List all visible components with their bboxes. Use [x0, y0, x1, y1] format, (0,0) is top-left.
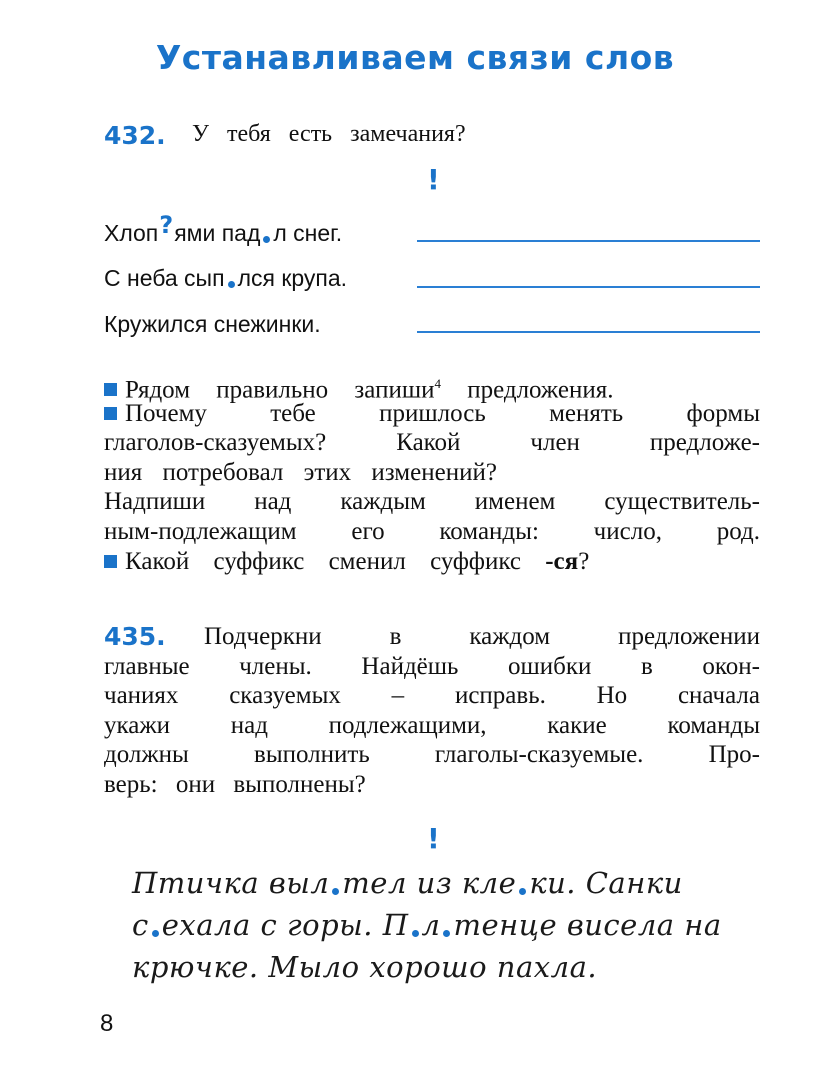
question-mark-icon: ?	[159, 211, 174, 239]
page-title: Устанавливаем связи слов	[155, 38, 675, 77]
sentence-1-part-b: ями пад	[174, 220, 261, 246]
missing-letter-dot	[443, 930, 450, 937]
sentence-2-part-a: С неба сып	[104, 265, 225, 291]
exercise-435-line-5: должны выполнить глаголы-сказуемые. Про-	[104, 741, 760, 769]
task-bullet-icon	[104, 407, 117, 420]
exercise-432-number: 432.	[104, 121, 166, 150]
handwritten-2-part-a: с	[132, 908, 149, 942]
task-2-line-3: ния потребовал этих изменений?	[104, 458, 497, 486]
handwritten-line-2	[132, 908, 722, 942]
exercise-435-number: 435.	[104, 622, 166, 651]
sentence-1-part-a: Хлоп	[104, 220, 159, 246]
task-3-suffix: -ся	[545, 547, 579, 575]
answer-line-2[interactable]	[417, 286, 760, 288]
exercise-435-line-3: чаниях сказуемых – исправь. Но сначала	[104, 682, 760, 710]
exercise-435-line-4: укажи над подлежащими, какие команды	[104, 711, 760, 739]
exercise-435-line-1: Подчеркни в каждом предложении	[204, 623, 760, 650]
task-3-text: Какой суффикс сменил суффикс	[125, 547, 521, 575]
sentence-2	[104, 265, 347, 292]
exclamation-icon: !	[427, 822, 440, 855]
answer-line-1[interactable]	[417, 240, 760, 242]
task-1-text: Рядом правильно запиши	[125, 376, 435, 404]
handwritten-line-3: крючке. Мыло хорошо пахла.	[132, 950, 598, 984]
missing-letter-dot	[228, 281, 235, 288]
handwritten-2-part-c: л	[421, 908, 441, 942]
exclamation-icon: !	[427, 163, 440, 196]
missing-letter-dot	[412, 930, 419, 937]
sentence-2-part-b: лся крупа.	[237, 265, 348, 291]
footnote-mark: 4	[434, 376, 441, 391]
handwritten-2-part-b: ехала с горы. П	[161, 908, 409, 942]
task-bullet-icon	[104, 383, 117, 396]
task-1-text-end: предложения.	[467, 376, 614, 404]
page-number: 8	[100, 1010, 114, 1037]
handwritten-2-part-d: тенце висела на	[453, 908, 722, 942]
missing-letter-dot	[519, 888, 526, 895]
task-2-line-1-text: Почему тебе пришлось менять формы	[125, 399, 760, 427]
task-bullet-icon	[104, 555, 117, 568]
task-2-line-5: ным-подлежащим его команды: число, род.	[104, 517, 760, 545]
exercise-432-question: У тебя есть замечания?	[192, 121, 466, 147]
missing-letter-dot	[263, 236, 270, 243]
task-1	[104, 369, 760, 404]
exercise-435-line-6: верь: они выполнены?	[104, 770, 366, 798]
handwritten-1-part-b: тел из кле	[342, 866, 517, 900]
sentence-3: Кружился снежинки.	[104, 311, 321, 337]
exercise-432-tasks	[104, 369, 760, 576]
answer-line-3[interactable]	[417, 331, 760, 333]
sentence-1	[104, 211, 343, 247]
exercise-435-line-2: главные члены. Найдёшь ошибки в окон-	[104, 652, 760, 680]
handwritten-1-part-c: ки. Санки	[529, 866, 683, 900]
task-3	[104, 547, 760, 577]
missing-letter-dot	[332, 888, 339, 895]
missing-letter-dot	[152, 930, 159, 937]
handwritten-1-part-a: Птичка выл	[132, 866, 330, 900]
sentence-1-part-c: л снег.	[273, 220, 343, 246]
handwritten-line-1	[132, 866, 683, 900]
exercise-435-text	[104, 622, 760, 800]
task-3-end: ?	[578, 547, 590, 575]
task-2-line-1	[104, 399, 760, 429]
task-2-line-4: Надпиши над каждым именем существитель-	[104, 488, 760, 516]
task-2-line-2: глаголов-сказуемых? Какой член предложе-	[104, 429, 760, 457]
